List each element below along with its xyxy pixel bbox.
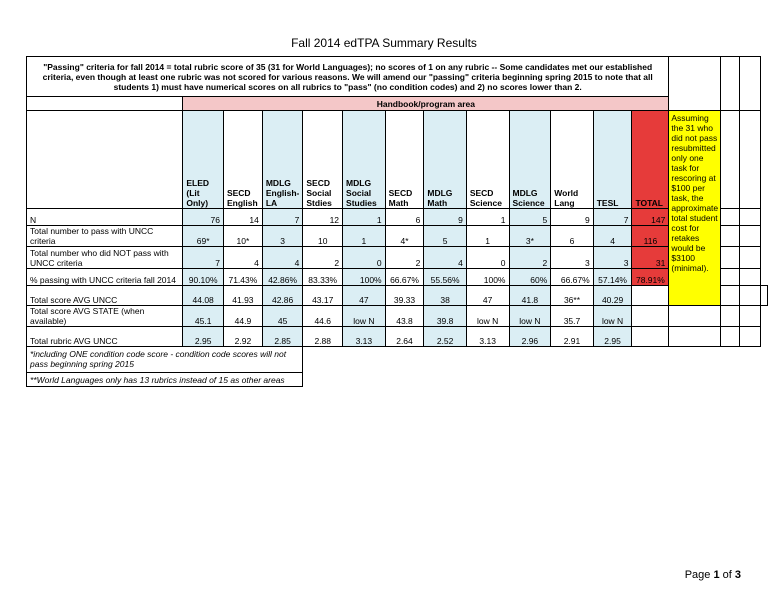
table-cell: low N xyxy=(593,306,632,327)
table-cell: 31 xyxy=(632,247,669,269)
criteria-row xyxy=(27,57,768,97)
blank-cell xyxy=(721,226,740,247)
table-cell: 100% xyxy=(466,269,509,286)
col-header-eled: ELED (Lit Only) xyxy=(183,111,224,209)
row-label: Total rubric AVG UNCC xyxy=(27,327,183,347)
table-cell: 43.8 xyxy=(385,306,424,327)
table-row xyxy=(27,269,768,286)
table-cell: low N xyxy=(509,306,551,327)
blank-cell xyxy=(740,269,761,286)
table-row xyxy=(27,306,768,327)
table-cell: 2.85 xyxy=(262,327,303,347)
table-cell: 45 xyxy=(262,306,303,327)
blank-cell xyxy=(761,286,768,306)
handbook-program-area-header: Handbook/program area xyxy=(183,97,669,111)
blank-cell xyxy=(740,226,761,247)
row-label: Total score AVG UNCC xyxy=(27,286,183,306)
table-cell: 3.13 xyxy=(466,327,509,347)
table-cell: 4* xyxy=(385,226,424,247)
table-cell: 78.91% xyxy=(632,269,669,286)
row-label: Total score AVG STATE (when available) xyxy=(27,306,183,327)
table-cell: 44.9 xyxy=(223,306,262,327)
table-cell: 83.33% xyxy=(303,269,343,286)
blank-cell xyxy=(721,286,740,306)
table-cell: 14 xyxy=(223,209,262,226)
table-cell: 2.95 xyxy=(183,327,224,347)
blank-cell xyxy=(721,269,740,286)
table-cell: 6 xyxy=(551,226,593,247)
table-row xyxy=(27,209,768,226)
table-cell: 71.43% xyxy=(223,269,262,286)
table-cell: 41.93 xyxy=(223,286,262,306)
table-cell xyxy=(632,286,669,306)
table-cell: 7 xyxy=(262,209,303,226)
table-cell: 2.88 xyxy=(303,327,343,347)
table-cell: 10 xyxy=(303,226,343,247)
blank-cell xyxy=(27,111,183,209)
table-cell: 0 xyxy=(343,247,386,269)
table-cell: 7 xyxy=(593,209,632,226)
col-header-mdlg-english: MDLG English-LA xyxy=(262,111,303,209)
table-cell: 2 xyxy=(303,247,343,269)
table-cell: 66.67% xyxy=(385,269,424,286)
table-cell: 1 xyxy=(343,226,386,247)
table-cell: 0 xyxy=(466,247,509,269)
blank-cell xyxy=(740,327,761,347)
table-cell: low N xyxy=(343,306,386,327)
blank-cell xyxy=(669,306,721,327)
table-cell: 69* xyxy=(183,226,224,247)
footnote-row xyxy=(27,373,768,387)
table-row xyxy=(27,247,768,269)
table-cell: 40.29 xyxy=(593,286,632,306)
table-cell: 1 xyxy=(343,209,386,226)
row-label: % passing with UNCC criteria fall 2014 xyxy=(27,269,183,286)
table-cell: 57.14% xyxy=(593,269,632,286)
blank-cell xyxy=(740,111,761,209)
table-cell: 3.13 xyxy=(343,327,386,347)
table-cell: 100% xyxy=(343,269,386,286)
table-cell: 38 xyxy=(424,286,466,306)
table-cell: 3 xyxy=(593,247,632,269)
table-cell: 45.1 xyxy=(183,306,224,327)
table-cell: 39.8 xyxy=(424,306,466,327)
table-cell: 55.56% xyxy=(424,269,466,286)
blank-cell xyxy=(721,57,740,111)
table-cell: 9 xyxy=(551,209,593,226)
col-header-world-lang: World Lang xyxy=(551,111,593,209)
table-row xyxy=(27,327,768,347)
blank-cell xyxy=(740,306,761,327)
table-cell: 2.92 xyxy=(223,327,262,347)
table-cell: 3* xyxy=(509,226,551,247)
table-cell: 47 xyxy=(343,286,386,306)
summary-table xyxy=(26,56,768,387)
blank-cell xyxy=(669,57,721,111)
row-label: Total number who did NOT pass with UNCC criteria xyxy=(27,247,183,269)
table-cell: 3 xyxy=(551,247,593,269)
table-cell: 2 xyxy=(509,247,551,269)
table-cell: 5 xyxy=(509,209,551,226)
table-cell: 42.86% xyxy=(262,269,303,286)
table-cell: 47 xyxy=(466,286,509,306)
blank-cell xyxy=(721,306,740,327)
blank-cell xyxy=(740,286,761,306)
table-cell: 2.96 xyxy=(509,327,551,347)
col-header-total: TOTAL xyxy=(632,111,669,209)
col-header-mdlg-math: MDLG Math xyxy=(424,111,466,209)
table-cell: 2.95 xyxy=(593,327,632,347)
blank-cell xyxy=(669,327,721,347)
blank-cell xyxy=(27,97,183,111)
retake-cost-note: Assuming the 31 who did not pass resubmitted only one task for rescoring at $100 per task, the approximate total student cost for retakes would be $3100 (minimal). xyxy=(669,111,721,306)
blank-cell xyxy=(303,347,761,373)
table-cell: 66.67% xyxy=(551,269,593,286)
table-cell: 6 xyxy=(385,209,424,226)
blank-cell xyxy=(721,327,740,347)
blank-cell xyxy=(740,247,761,269)
document-title: Fall 2014 edTPA Summary Results xyxy=(291,36,477,50)
table-cell: 44.08 xyxy=(183,286,224,306)
blank-cell xyxy=(303,373,761,387)
col-header-secd-math: SECD Math xyxy=(385,111,424,209)
page-total: 3 xyxy=(734,569,741,581)
col-header-secd-science: SECD Science xyxy=(466,111,509,209)
table-cell: 9 xyxy=(424,209,466,226)
blank-cell xyxy=(721,111,740,209)
table-cell: 44.6 xyxy=(303,306,343,327)
table-cell: 10* xyxy=(223,226,262,247)
footnote-condition-code: *including ONE condition code score - condition code scores will not pass beginning spring 2015 xyxy=(27,347,303,373)
table-cell: 2.91 xyxy=(551,327,593,347)
col-header-secd-social: SECD Social Stdies xyxy=(303,111,343,209)
table-cell: 116 xyxy=(632,226,669,247)
table-row xyxy=(27,226,768,247)
table-cell: 36** xyxy=(551,286,593,306)
table-cell: 90.10% xyxy=(183,269,224,286)
table-cell xyxy=(632,306,669,327)
page-current: 1 xyxy=(713,569,720,581)
table-cell: 147 xyxy=(632,209,669,226)
blank-cell xyxy=(740,57,761,111)
table-cell: 42.86 xyxy=(262,286,303,306)
footnote-world-languages: **World Languages only has 13 rubrics instead of 15 as other areas xyxy=(27,373,303,387)
footnote-row xyxy=(27,347,768,373)
table-cell: 2 xyxy=(385,247,424,269)
table-cell: 76 xyxy=(183,209,224,226)
table-cell: 4 xyxy=(424,247,466,269)
table-cell: 12 xyxy=(303,209,343,226)
table-cell: 43.17 xyxy=(303,286,343,306)
handbook-row xyxy=(27,97,768,111)
table-cell: 41.8 xyxy=(509,286,551,306)
table-cell: 35.7 xyxy=(551,306,593,327)
blank-cell xyxy=(721,209,740,226)
table-cell: 5 xyxy=(424,226,466,247)
col-header-mdlg-science: MDLG Science xyxy=(509,111,551,209)
table-cell: 2.52 xyxy=(424,327,466,347)
table-cell: low N xyxy=(466,306,509,327)
blank-cell xyxy=(721,247,740,269)
table-cell: 1 xyxy=(466,209,509,226)
row-label: Total number to pass with UNCC criteria xyxy=(27,226,183,247)
page-of: of xyxy=(719,569,735,581)
col-header-secd-english: SECD English xyxy=(223,111,262,209)
table-cell: 1 xyxy=(466,226,509,247)
table-row xyxy=(27,286,768,306)
blank-cell xyxy=(740,209,761,226)
table-cell: 2.64 xyxy=(385,327,424,347)
col-header-tesl: TESL xyxy=(593,111,632,209)
row-label: N xyxy=(27,209,183,226)
column-header-row xyxy=(27,111,768,209)
table-cell: 4 xyxy=(593,226,632,247)
table-cell: 3 xyxy=(262,226,303,247)
table-cell: 39.33 xyxy=(385,286,424,306)
col-header-mdlg-social: MDLG Social Studies xyxy=(343,111,386,209)
table-cell: 4 xyxy=(223,247,262,269)
passing-criteria-note: "Passing" criteria for fall 2014 = total rubric score of 35 (31 for World Languages); no scores of 1 on any rubric -- Some candidates met our established criteria, even though at least one rubric was not scored for various reasons. We will amend our "passing" criteria beginning spring 2015 to note that all students 1) must have numerical scores on all rubrics to "pass" (no condition codes) and 2) no scores lower than 2. xyxy=(27,57,669,97)
table-cell: 4 xyxy=(262,247,303,269)
table-cell xyxy=(632,327,669,347)
page-indicator xyxy=(685,569,741,581)
table-cell: 60% xyxy=(509,269,551,286)
page-prefix: Page xyxy=(684,569,714,581)
table-cell: 7 xyxy=(183,247,224,269)
